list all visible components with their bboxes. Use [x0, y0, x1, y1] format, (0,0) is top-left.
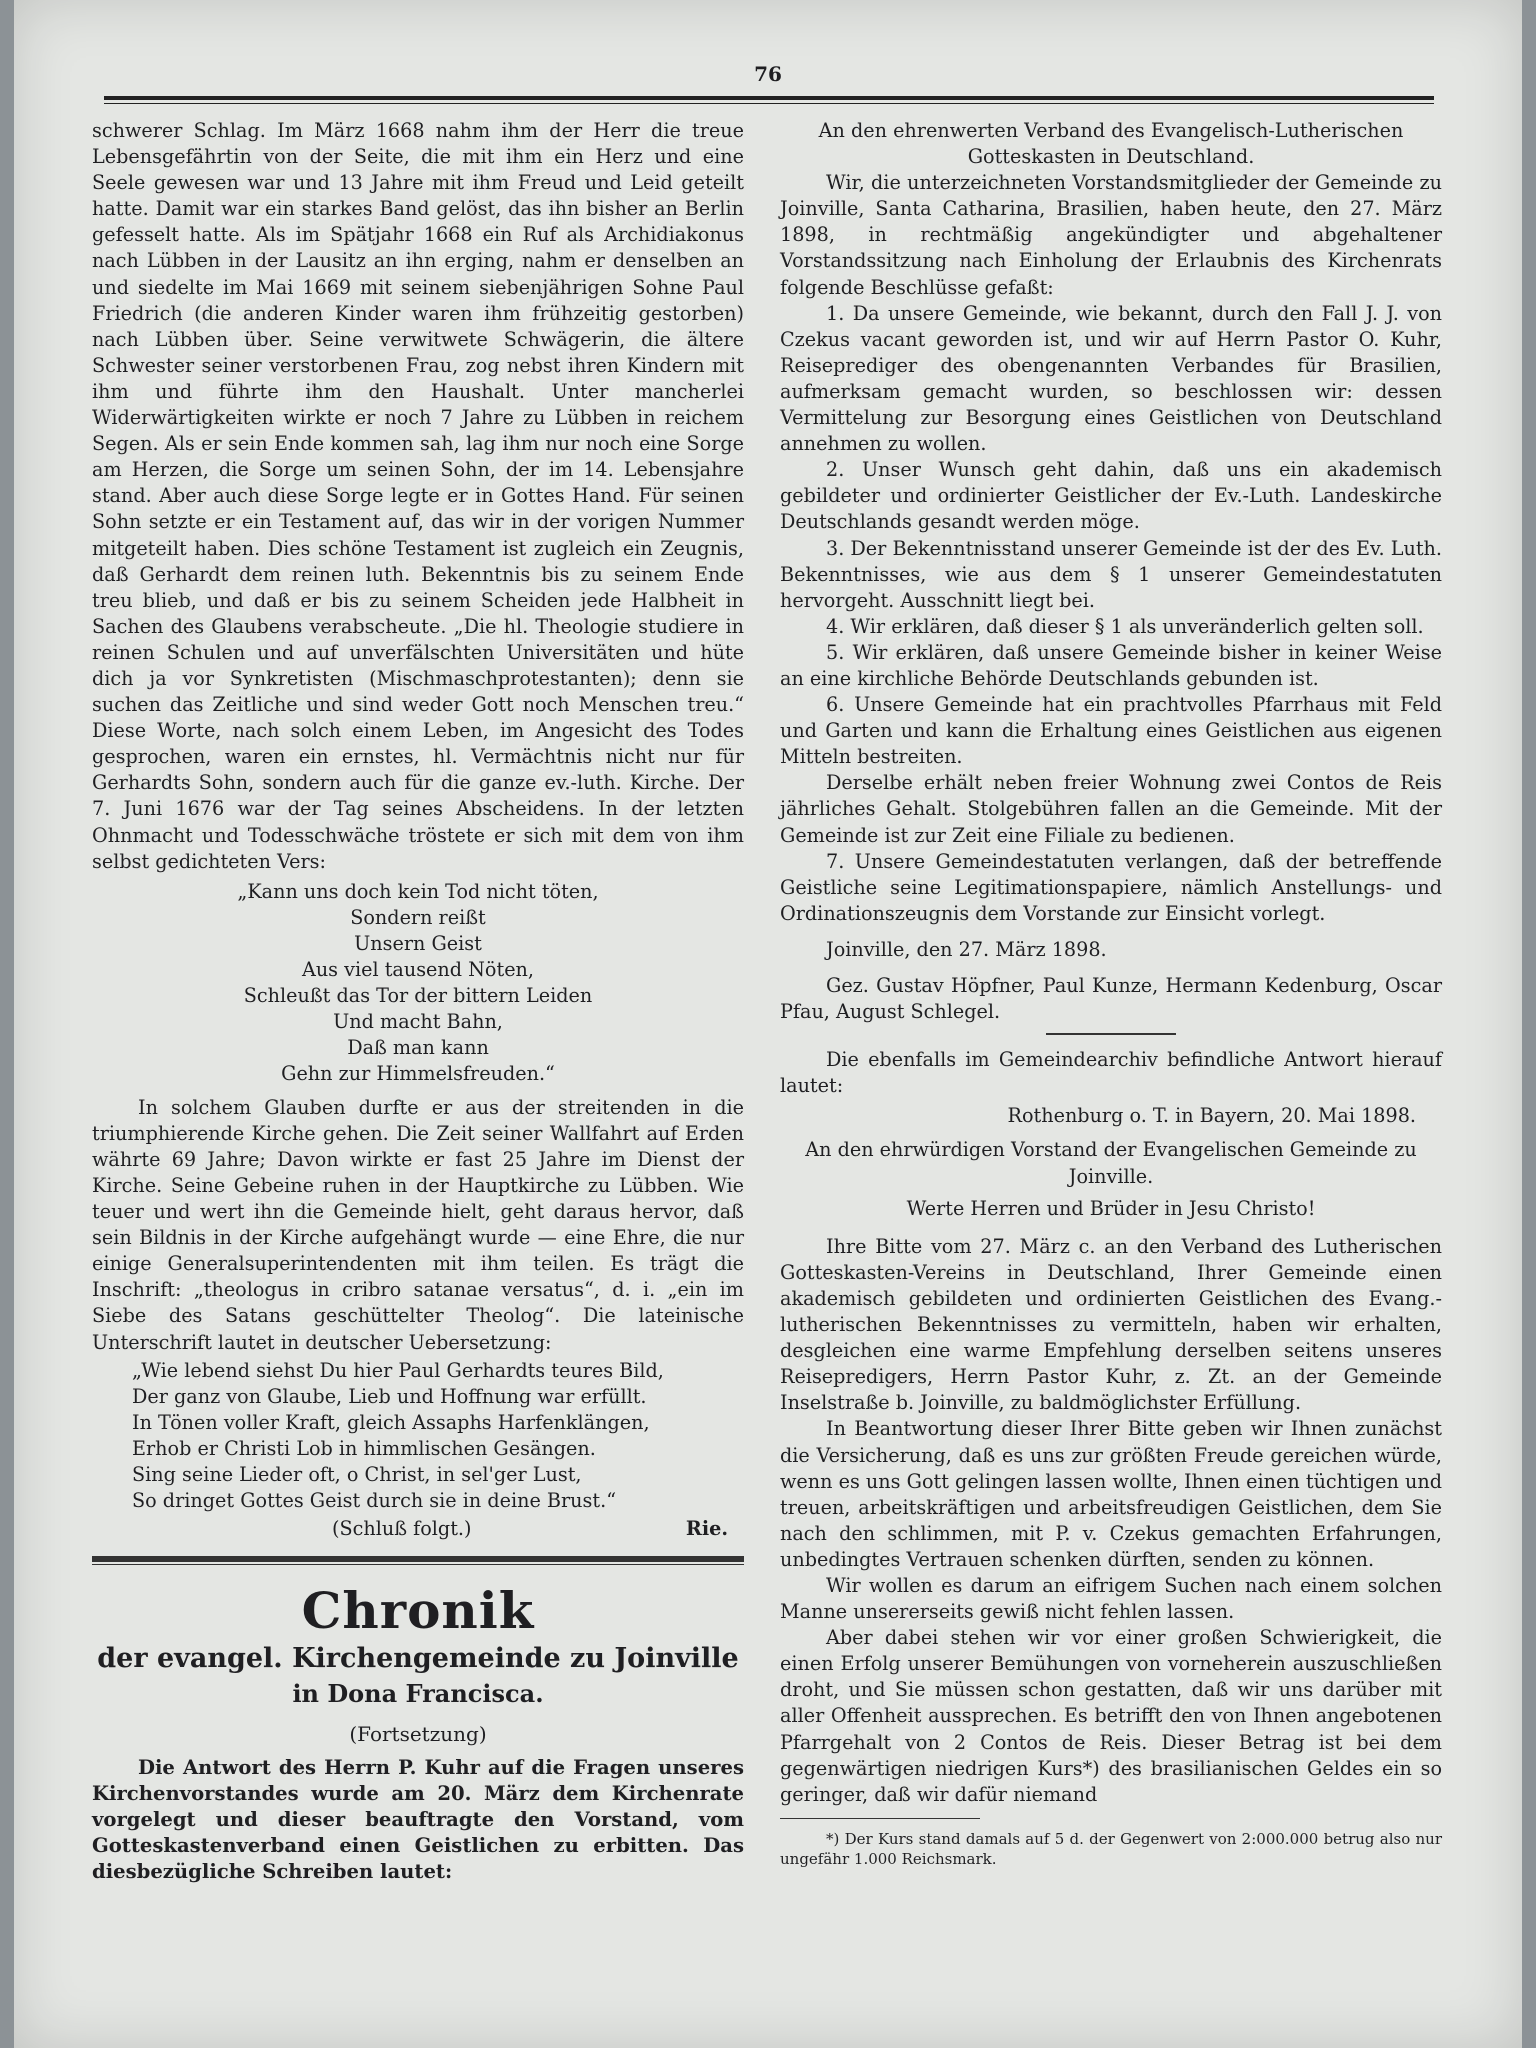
page-number: 76: [754, 62, 782, 86]
letter-date: Joinville, den 27. März 1898.: [826, 937, 1107, 961]
answer-paragraph: Wir wollen es darum an eifrigem Suchen nach einem solchen Manne unsererseits gewiß nicht fehlen lassen.: [780, 1573, 1442, 1624]
resolution-item-extra: Derselbe erhält neben freier Wohnung zwei Contos de Reis jährliches Gehalt. Stolgebühren fallen an die Gemeinde. Mit der Gemeinde ist zur Zeit eine Filiale zu bedienen.: [780, 771, 1442, 847]
poem-line: Der ganz von Glaube, Lieb und Hoffnung war erfüllt.: [132, 1384, 647, 1408]
poem-line: Gehn zur Himmelsfreuden.“: [281, 1061, 555, 1085]
chronik-subtitle-2: in Dona Francisca.: [292, 1678, 544, 1708]
answer-paragraph: Aber dabei stehen wir vor einer großen Schwierigkeit, die einen Erfolg unserer Bemühungen von vorneherein auszuschließen droht, und Sie müssen schon gestatten, daß wir uns darüber mit aller Offenheit aussprechen. Es betrifft den von Ihnen angebotenen Pfarrgehalt von 2 Contos de Reis. Dieser Betrag ist bei dem gegenwärtigen niedrigen Kurs*) des brasilianischen Geldes ein so geringer, daß wir dafür niemand: [780, 1626, 1442, 1806]
poem-line: „Wie lebend siehst Du hier Paul Gerhardts teures Bild,: [132, 1358, 664, 1382]
resolution-item: 3. Der Bekenntnisstand unserer Gemeinde ist der des Ev. Luth. Bekenntnisses, wie aus dem § 1 unserer Gemeindestatuten hervorgeht. Ausschnitt liegt bei.: [780, 536, 1442, 612]
poem-line: Schleußt das Tor der bittern Leiden: [243, 983, 593, 1007]
resolution-item: 4. Wir erklären, daß dieser § 1 als unveränderlich gelten soll.: [826, 614, 1424, 638]
resolution-item: 2. Unser Wunsch geht dahin, daß uns ein akademisch gebildeter und ordinierter Geistlicher der Ev.-Luth. Landeskirche Deutschlands gesandt werden möge.: [780, 458, 1442, 534]
answer-place-date: Rothenburg o. T. in Bayern, 20. Mai 1898.: [1007, 1104, 1416, 1128]
poem-1: [92, 879, 744, 1087]
poem-line: Und macht Bahn,: [333, 1009, 503, 1033]
poem-line: So dringet Gottes Geist durch sie in deine Brust.“: [132, 1488, 616, 1512]
poem-line: Sondern reißt: [350, 905, 486, 929]
chronik-text: Die Antwort des Herrn P. Kuhr auf die Fragen unseres Kirchenvorstandes wurde am 20. März dem Kirchenrate vorgelegt und dieser beauftragte den Vorstand, vom Gotteskastenverband einen Geistlichen zu erbitten. Das diesbezügliche Schreiben lautet:: [92, 1755, 744, 1884]
resolution-item: 7. Unsere Gemeindestatuten verlangen, daß der betreffende Geistliche seine Legitimationspapiere, nämlich Anstellungs- und Ordinationszeugnis dem Vorstande zur Einsicht vorlegt.: [780, 849, 1442, 925]
right-column: [780, 118, 1442, 1869]
poem-line: Sing seine Lieder oft, o Christ, in sel'ger Lust,: [132, 1462, 582, 1486]
poem-line: Erhob er Christi Lob in himmlischen Gesängen.: [132, 1436, 596, 1460]
gerhardt-paragraph-2: In solchem Glauben durfte er aus der streitenden in die triumphierende Kirche gehen. Die Zeit seiner Wallfahrt auf Erden währte 69 Jahre; Davon wirkte er fast 25 Jahre im Dienst der Kirche. Seine Gebeine ruhen in der Hauptkirche zu Lübben. Wie teuer und wert ihn die Gemeinde hielt, geht daraus hervor, daß sein Bildnis in der Kirche aufgehängt wurde — eine Ehre, die nur einige Generalsuperintendenten mit ihm teilen. Es trägt die Inschrift: „theologus in cribro satanae versatus“, d. i. „ein im Siebe des Satans geschüttelter Theolog“. Die lateinische Unterschrift lautet in deutscher Uebersetzung:: [92, 1095, 744, 1354]
left-column: [92, 118, 744, 1885]
poem-line: Daß man kann: [347, 1035, 489, 1059]
article-signoff: [92, 1516, 744, 1542]
poem-line: In Tönen voller Kraft, gleich Assaphs Harfenklängen,: [132, 1410, 650, 1434]
poem-line: Unsern Geist: [354, 931, 482, 955]
letter-heading: An den ehrenwerten Verband des Evangelisch-Lutherischen Gotteskasten in Deutschland.: [818, 119, 1404, 169]
answer-greeting: Werte Herren und Brüder in Jesu Christo!: [906, 1196, 1316, 1220]
continuation-note: (Fortsetzung): [349, 1721, 487, 1746]
answer-paragraph: Ihre Bitte vom 27. März c. an den Verband des Lutherischen Gotteskasten-Vereins in Deutschland, Ihrer Gemeinde einen akademisch gebildeten und ordinierten Geistlichen des Evang.-lutherischen Bekenntnisses zu vermitteln, haben wir erhalten, desgleichen eine warme Empfehlung derselben seitens unseres Reisepredigers, Herrn Pastor Kuhr, z. Zt. an der Gemeinde Inselstraße b. Joinville, zu baldmöglichster Erfüllung.: [780, 1234, 1442, 1415]
chronik-subtitle: der evangel. Kirchengemeinde zu Joinville: [97, 1642, 739, 1674]
poem-2: [132, 1358, 744, 1514]
author-name: Rie.: [685, 1516, 728, 1540]
answer-paragraph: In Beantwortung dieser Ihrer Bitte geben wir Ihnen zunächst die Versicherung, daß es uns zur größten Freude gereichen würde, wenn es uns Gott gelingen lassen wollte, Ihnen einen tüchtigen und treuen, arbeitskräftigen und arbeitsfreudigen Geistlichen, dem Sie nach den schlimmen, mit P. v. Czekus gemachten Erfahrungen, unbedingtes Vertrauen schenken dürften, senden zu können.: [780, 1417, 1442, 1571]
resolution-item: 5. Wir erklären, daß unsere Gemeinde bisher in keiner Weise an eine kirchliche Behörde Deutschlands gebunden ist.: [780, 640, 1442, 690]
resolution-item: 1. Da unsere Gemeinde, wie bekannt, durch den Fall J. J. von Czekus vacant geworden ist, und wir auf Herrn Pastor O. Kuhr, Reiseprediger des obengenannten Verbandes für Brasilien, aufmerksam gemacht wurden, so beschlossen wir: dessen Vermittelung zur Besorgung eines Geistlichen von Deutschland annehmen zu wollen.: [780, 301, 1442, 456]
section-divider: [92, 1556, 744, 1565]
short-divider: [1046, 1033, 1176, 1035]
newspaper-page: [14, 0, 1522, 2048]
resolution-item: 6. Unsere Gemeinde hat ein prachtvolles Pfarrhaus mit Feld und Garten und kann die Erhaltung eines Geistlichen aus eigenen Mitteln bestreiten.: [780, 693, 1442, 769]
poem-line: Aus viel tausend Nöten,: [301, 957, 535, 981]
chronik-title: Chronik: [301, 1580, 535, 1640]
gerhardt-paragraph-1: schwerer Schlag. Im März 1668 nahm ihm der Herr die treue Lebensgefährtin von der Seite, die mit ihm ein Herz und eine Seele gewesen war und 13 Jahre mit ihm Freud und Leid geteilt hatte. Damit war ein starkes Band gelöst, das ihn bisher an Berlin gefesselt hatte. Als im Spätjahr 1668 ein Ruf als Archidiakonus nach Lübben in der Lausitz an ihn erging, nahm er denselben an und siedelte im Mai 1669 mit seinem siebenjährigen Sohne Paul Friedrich (die anderen Kinder waren ihm frühzeitig gestorben) nach Lübben über. Seine verwitwete Schwägerin, die ältere Schwester seiner verstorbenen Frau, zog nebst ihren Kindern mit ihm und führte ihm den Haushalt. Unter mancherlei Widerwärtigkeiten wirkte er noch 7 Jahre zu Lübben in reichem Segen. Als er sein Ende kommen sah, lag ihm nur noch eine Sorge am Herzen, die Sorge um seinen Sohn, der im 14. Lebensjahre stand. Aber auch diese Sorge legte er in Gottes Hand. Für seinen Sohn setzte er ein Testament auf, das wir in der vorigen Nummer mitgeteilt haben. Dies schöne Testament ist zugleich ein Zeugnis, daß Gerhardt dem reinen luth. Bekenntnis bis zu seinem Ende treu blieb, und daß er bis zu seinem Scheiden jede Halbheit in Sachen des Glaubens verabscheute. „Die hl. Theologie studiere in reinen Schulen und auf unverfälschten Universitäten und hüte dich ja vor Synkretisten (Mischmaschprotestanten); denn sie suchen das Zeitliche und sind weder Gott noch Menschen treu.“ Diese Worte, nach solch einem Leben, im Angesicht des Todes gesprochen, waren ein ernstes, hl. Vermächtnis nicht nur für Gerhardts Sohn, sondern auch für die ganze ev.-luth. Kirche. Der 7. Juni 1676 war der Tag seines Abscheidens. In der letzten Ohnmacht und Todesschwäche tröstete er sich mit dem von ihm selbst gedichteten Vers:: [92, 119, 744, 873]
letter-intro: Wir, die unterzeichneten Vorstandsmitglieder der Gemeinde zu Joinville, Santa Catharina, Brasilien, haben heute, den 27. März 1898, in rechtmäßig angekündigter und abgehaltener Vorstandssitzung nach Einholung der Erlaubnis des Kirchenrats folgende Beschlüsse gefaßt:: [780, 171, 1442, 299]
footnote: *) Der Kurs stand damals auf 5 d. der Gegenwert von 2:000.000 betrug also nur ungefähr 1.000 Reichsmark.: [780, 1829, 1442, 1868]
answer-intro: Die ebenfalls im Gemeindearchiv befindliche Antwort hierauf lautet:: [780, 1048, 1442, 1098]
poem-line: „Kann uns doch kein Tod nicht töten,: [237, 879, 599, 903]
header-rule: [104, 96, 1434, 104]
letter-signatures: Gez. Gustav Höpfner, Paul Kunze, Hermann Kedenburg, Oscar Pfau, August Schlegel.: [780, 974, 1442, 1024]
continued-note: (Schluß folgt.): [332, 1516, 472, 1540]
answer-address: An den ehrwürdigen Vorstand der Evangelischen Gemeinde zu Joinville.: [805, 1138, 1417, 1188]
footnote-rule: [780, 1818, 980, 1819]
